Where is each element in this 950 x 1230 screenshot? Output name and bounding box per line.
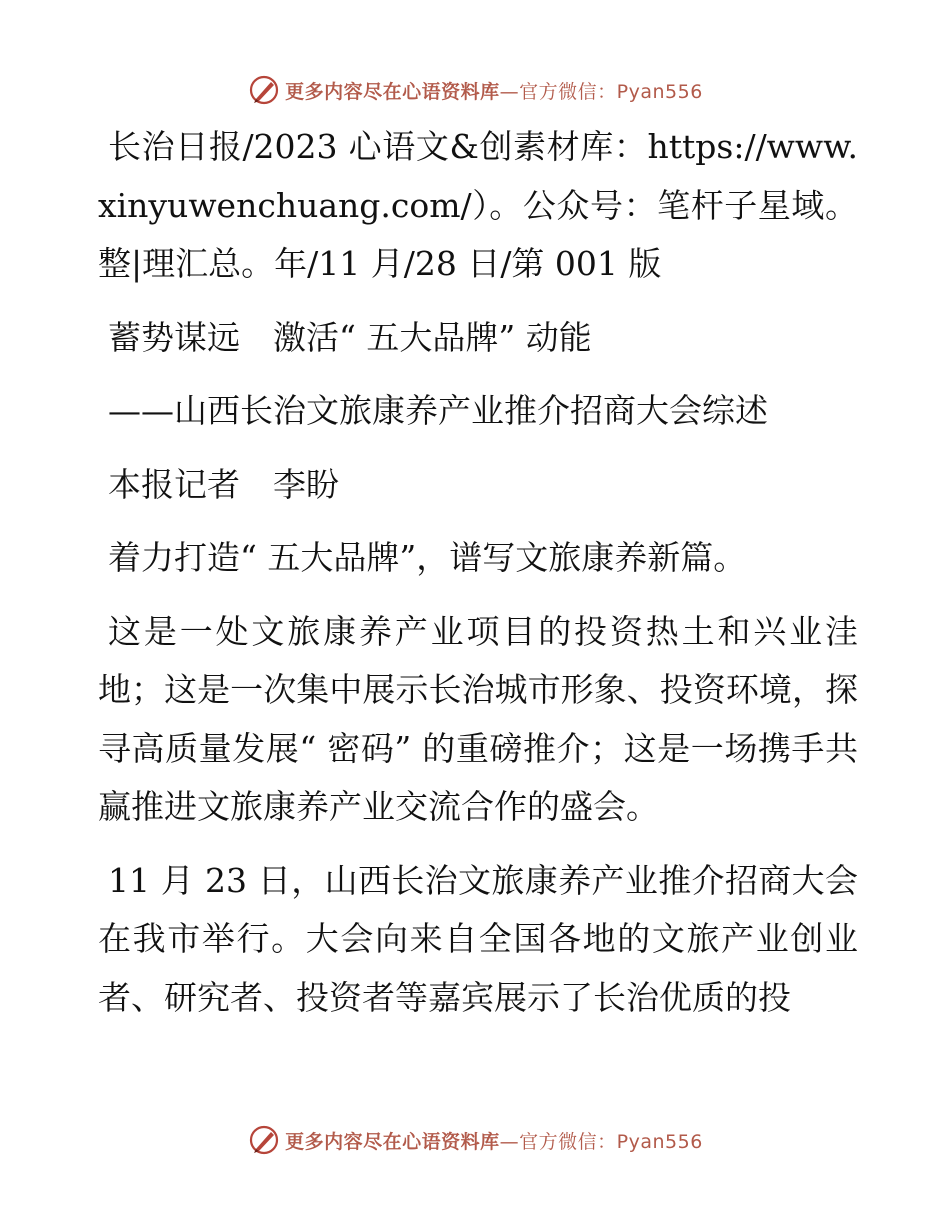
watermark-highlight: 更多内容尽在心语资料库	[285, 1130, 500, 1153]
article-paragraph: 11 月 23 日，山西长治文旅康养产业推介招商大会在我市举行。大会向来自全国各地的文旅产业创业者、研究者、投资者等嘉宾展示了长治优质的投	[98, 860, 858, 1017]
article-title: 蓄势谋远 激活“ 五大品牌” 动能	[108, 317, 592, 357]
article-byline: 本报记者 李盼	[108, 464, 339, 504]
article-subtitle: ——山西长治文旅康养产业推介招商大会综述	[108, 391, 768, 430]
watermark-rest: —官方微信：Pyan556	[499, 80, 703, 103]
article-header: 长治日报/2023 心语文&创素材库：https://www.xinyuwenchuang.com/）。公众号：笔杆子星域。整|理汇总。年/11 月/28 日/第 001 版	[98, 127, 858, 283]
watermark-text	[285, 1127, 703, 1154]
watermark-rest: —官方微信：Pyan556	[499, 1130, 703, 1153]
article-lead: 着力打造“ 五大品牌”，谱写文旅康养新篇。	[108, 538, 747, 577]
article-paragraph: 这是一处文旅康养产业项目的投资热土和兴业洼地；这是一次集中展示长治城市形象、投资环境，探寻高质量发展“ 密码” 的重磅推介；这是一场携手共赢推进文旅康养产业交流合作的盛会。	[98, 611, 858, 826]
pen-logo-icon	[247, 1123, 281, 1157]
article-body	[98, 118, 858, 1027]
watermark-text	[285, 77, 703, 104]
watermark-highlight: 更多内容尽在心语资料库	[285, 80, 500, 103]
pen-logo-icon	[247, 73, 281, 107]
watermark-header	[0, 70, 950, 110]
watermark-footer	[0, 1120, 950, 1160]
